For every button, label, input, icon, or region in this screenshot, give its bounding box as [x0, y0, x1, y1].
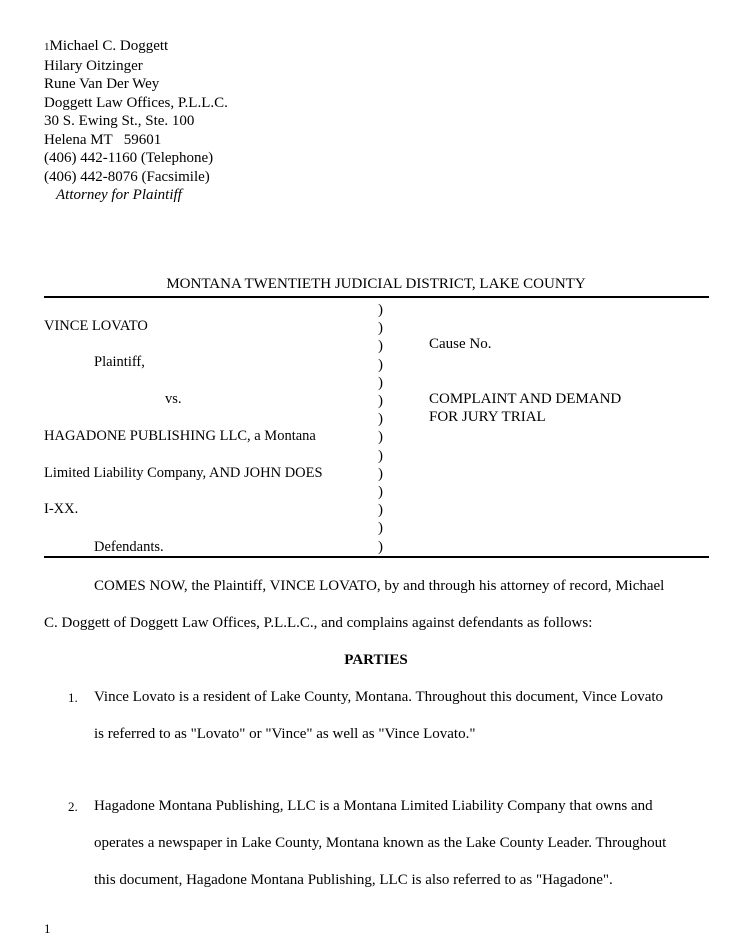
paren-mark: )	[378, 374, 383, 391]
paren-mark: )	[378, 320, 383, 337]
defendant-line-1: HAGADONE PUBLISHING LLC, a Montana	[44, 428, 316, 444]
paren-mark: )	[378, 502, 383, 519]
defendants-label: Defendants.	[94, 539, 164, 555]
paren-mark: )	[378, 302, 383, 318]
paren-mark: )	[378, 429, 383, 446]
paren-mark: )	[378, 356, 383, 373]
paren-mark: )	[378, 465, 383, 482]
intro-line-2: C. Doggett of Doggett Law Offices, P.L.L.C., and complains against defendants as follows:	[44, 615, 593, 631]
plaintiff-label: Plaintiff,	[94, 354, 145, 370]
defendant-line-3: I-XX.	[44, 501, 79, 517]
document-title-line-1: COMPLAINT AND DEMAND	[429, 391, 622, 407]
paren-mark: )	[378, 484, 383, 501]
defendant-line-2: Limited Liability Company, AND JOHN DOES	[44, 465, 323, 481]
document-title-line-2: FOR JURY TRIAL	[429, 409, 546, 425]
city-state-zip: Helena MT 59601	[44, 131, 162, 148]
attorney-name-3: Rune Van Der Wey	[44, 76, 160, 92]
court-title: MONTANA TWENTIETH JUDICIAL DISTRICT, LAKE COUNTY	[166, 276, 586, 292]
paragraph-number: 1.	[68, 690, 78, 705]
telephone: (406) 442-1160 (Telephone)	[44, 150, 214, 166]
paragraph-number: 2.	[68, 799, 78, 814]
law-firm-name: Doggett Law Offices, P.L.L.C.	[44, 94, 228, 111]
attorney-first-line	[44, 37, 228, 57]
caption-divider	[378, 301, 383, 556]
paren-mark: )	[378, 393, 383, 410]
attorney-header	[44, 37, 228, 205]
paren-mark: )	[378, 447, 383, 464]
intro-line-1: COMES NOW, the Plaintiff, VINCE LOVATO, by and through his attorney of record, Michael	[94, 578, 665, 594]
paragraph-1-line-2: is referred to as "Lovato" or "Vince" as well as "Vince Lovato."	[94, 726, 476, 742]
cause-number: Cause No.	[429, 336, 492, 352]
page-number: 1	[44, 921, 51, 936]
line-number: 1	[44, 41, 50, 53]
attorney-role: Attorney for Plaintiff	[56, 187, 182, 203]
section-heading: PARTIES	[344, 652, 408, 668]
caption-top-rule	[44, 296, 709, 298]
paren-mark: )	[378, 411, 383, 428]
paragraph-2-line-3: this document, Hagadone Montana Publishing, LLC is also referred to as "Hagadone".	[94, 872, 613, 888]
attorney-name-1: Michael C. Doggett	[49, 38, 169, 54]
caption-bottom-rule	[44, 556, 709, 558]
attorney-name-2: Hilary Oitzinger	[44, 57, 143, 74]
paren-mark: )	[378, 520, 383, 537]
facsimile: (406) 442-8076 (Facsimile)	[44, 168, 210, 185]
paragraph-2-line-2: operates a newspaper in Lake County, Montana known as the Lake County Leader. Throughout	[94, 835, 667, 851]
paren-mark: )	[378, 338, 383, 355]
street-address: 30 S. Ewing St., Ste. 100	[44, 113, 195, 129]
paragraph-1-line-1: Vince Lovato is a resident of Lake County, Montana. Throughout this document, Vince Lovato	[94, 689, 664, 705]
versus-label: vs.	[165, 391, 182, 407]
paren-mark: )	[378, 538, 383, 555]
paragraph-2-line-1: Hagadone Montana Publishing, LLC is a Montana Limited Liability Company that owns and	[94, 798, 653, 814]
plaintiff-name: VINCE LOVATO	[44, 318, 148, 334]
